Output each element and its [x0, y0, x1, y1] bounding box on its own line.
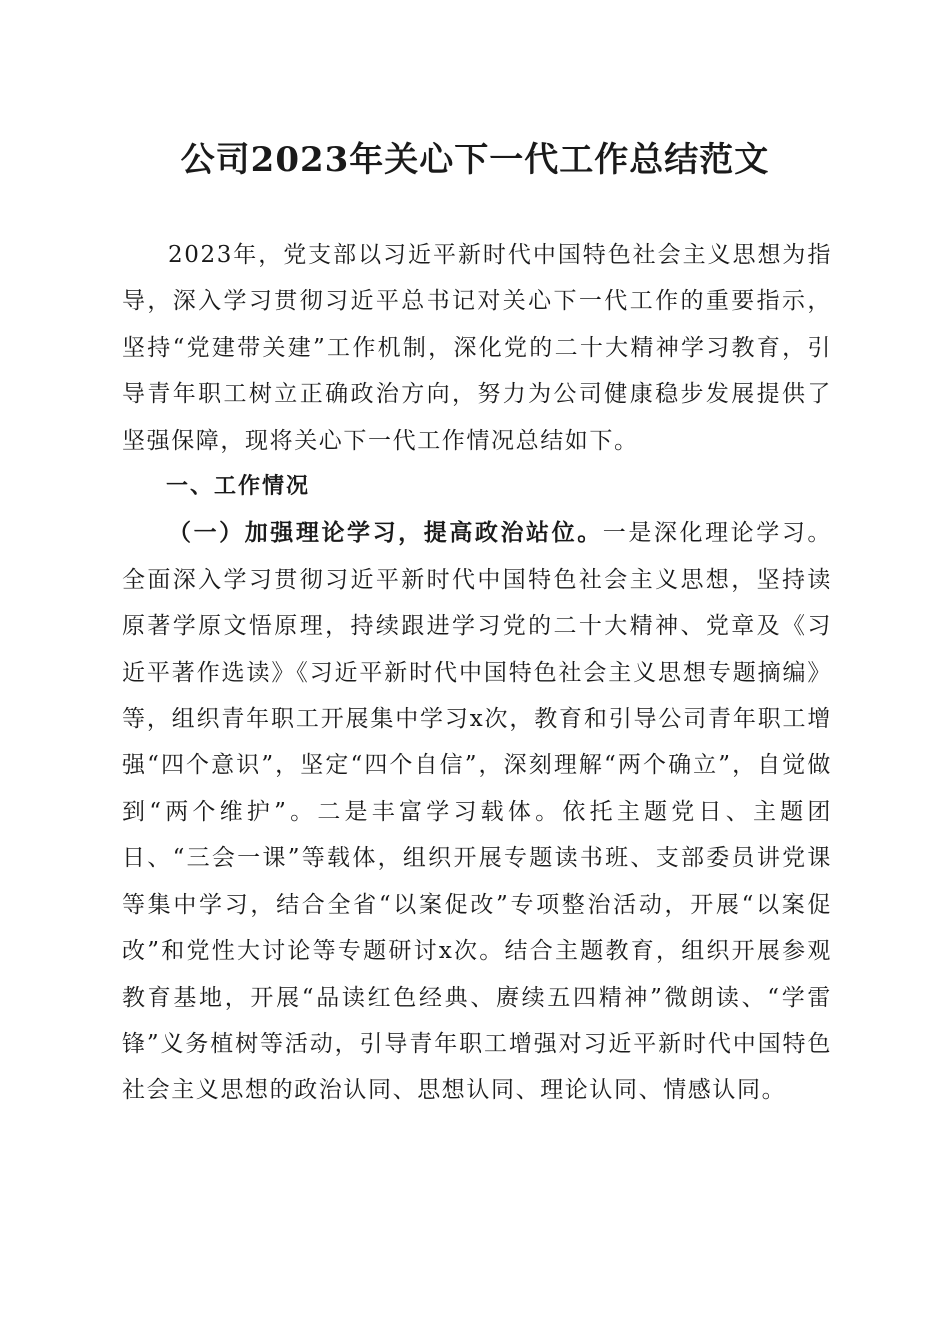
subsection-lead-1: （一）加强理论学习，提高政治站位。	[168, 519, 603, 547]
document-title: 公司2023年关心下一代工作总结范文	[180, 140, 770, 180]
subsection-paragraph-1	[122, 510, 832, 1113]
subsection-body-1: 一是深化理论学习。全面深入学习贯彻习近平新时代中国特色社会主义思想，坚持读原著学原文悟原理，持续跟进学习党的二十大精神、党章及《习近平著作选读》《习近平新时代中国特色社会主义思想专题摘编》等，组织青年职工开展集中学习x次，教育和引导公司青年职工增强“四个意识”，坚定“四个自信”，深刻理解“两个确立”，自觉做到“两个维护”。二是丰富学习载体。依托主题党日、主题团日、“三会一课”等载体，组织开展专题读书班、支部委员讲党课等集中学习，结合全省“以案促改”专项整治活动，开展“以案促改”和党性大讨论等专题研讨x次。结合主题教育，组织开展参观教育基地，开展“品读红色经典、赓续五四精神”微朗读、“学雷锋”义务植树等活动，引导青年职工增强对习近平新时代中国特色社会主义思想的政治认同、思想认同、理论认同、情感认同。	[122, 520, 833, 1104]
document-body	[122, 232, 832, 1114]
intro-paragraph: 2023年，党支部以习近平新时代中国特色社会主义思想为指导，深入学习贯彻习近平总书记对关心下一代工作的重要指示，坚持“党建带关建”工作机制，深化党的二十大精神学习教育，引导青年职工树立正确政治方向，努力为公司健康稳步发展提供了坚强保障，现将关心下一代工作情况总结如下。	[122, 242, 832, 454]
section-heading-work-status: 一、工作情况	[166, 474, 311, 500]
